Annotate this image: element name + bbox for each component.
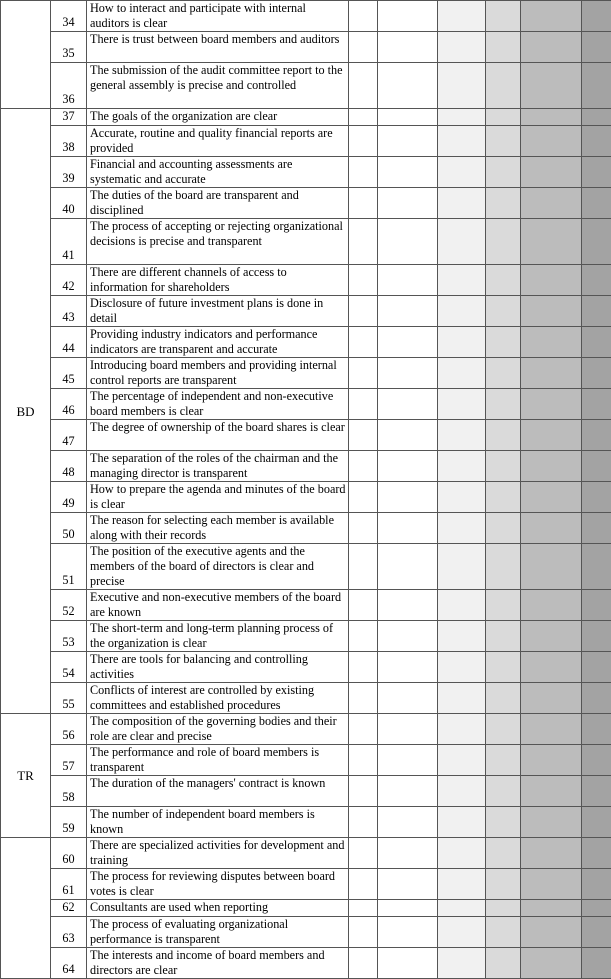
rating-cell-3[interactable] [438, 745, 486, 776]
rating-cell-5[interactable] [521, 358, 582, 389]
item-statement: The process for reviewing disputes between board votes is clear [87, 869, 349, 900]
rating-cell-3[interactable] [438, 917, 486, 948]
rating-cell-3[interactable] [438, 776, 486, 807]
rating-cell-2[interactable] [378, 621, 438, 652]
rating-cell-6[interactable] [582, 327, 611, 358]
table-row [1, 683, 611, 714]
rating-cell-2[interactable] [378, 869, 438, 900]
rating-cell-5[interactable] [521, 109, 582, 126]
rating-cell-5[interactable] [521, 188, 582, 219]
rating-cell-1[interactable] [349, 948, 378, 979]
rating-cell-6[interactable] [582, 544, 611, 590]
item-number: 39 [51, 157, 87, 188]
item-statement: There are different channels of access to information for shareholders [87, 265, 349, 296]
rating-cell-2[interactable] [378, 389, 438, 420]
rating-cell-1[interactable] [349, 807, 378, 838]
rating-cell-2[interactable] [378, 917, 438, 948]
item-number: 63 [51, 917, 87, 948]
rating-cell-4[interactable] [486, 157, 521, 188]
rating-cell-2[interactable] [378, 358, 438, 389]
table-row [1, 621, 611, 652]
rating-cell-3[interactable] [438, 63, 486, 109]
table-row [1, 544, 611, 590]
rating-cell-5[interactable] [521, 917, 582, 948]
rating-cell-5[interactable] [521, 621, 582, 652]
rating-cell-1[interactable] [349, 188, 378, 219]
rating-cell-2[interactable] [378, 109, 438, 126]
rating-cell-4[interactable] [486, 1, 521, 32]
rating-cell-2[interactable] [378, 683, 438, 714]
rating-cell-3[interactable] [438, 451, 486, 482]
rating-cell-2[interactable] [378, 745, 438, 776]
table-row [1, 126, 611, 157]
rating-cell-2[interactable] [378, 838, 438, 869]
rating-cell-5[interactable] [521, 482, 582, 513]
rating-cell-3[interactable] [438, 1, 486, 32]
rating-cell-1[interactable] [349, 420, 378, 451]
item-number: 42 [51, 265, 87, 296]
rating-cell-3[interactable] [438, 869, 486, 900]
group-label-empty [1, 1, 51, 109]
table-row [1, 32, 611, 63]
table-row [1, 807, 611, 838]
rating-cell-5[interactable] [521, 63, 582, 109]
item-number: 57 [51, 745, 87, 776]
rating-cell-5[interactable] [521, 948, 582, 979]
rating-cell-2[interactable] [378, 157, 438, 188]
rating-cell-2[interactable] [378, 1, 438, 32]
item-statement: The position of the executive agents and the members of the board of directors is clear and precise [87, 544, 349, 590]
item-statement: The process of accepting or rejecting organizational decisions is precise and transparent [87, 219, 349, 265]
rating-cell-2[interactable] [378, 776, 438, 807]
table-row [1, 1, 611, 32]
rating-cell-6[interactable] [582, 590, 611, 621]
item-number: 53 [51, 621, 87, 652]
rating-cell-4[interactable] [486, 265, 521, 296]
rating-cell-4[interactable] [486, 652, 521, 683]
item-statement: The number of independent board members is known [87, 807, 349, 838]
rating-cell-2[interactable] [378, 265, 438, 296]
rating-cell-5[interactable] [521, 683, 582, 714]
rating-cell-3[interactable] [438, 838, 486, 869]
rating-cell-1[interactable] [349, 219, 378, 265]
rating-cell-4[interactable] [486, 948, 521, 979]
rating-cell-4[interactable] [486, 776, 521, 807]
item-number: 52 [51, 590, 87, 621]
rating-cell-3[interactable] [438, 590, 486, 621]
rating-cell-6[interactable] [582, 714, 611, 745]
table-row [1, 714, 611, 745]
item-statement: Executive and non-executive members of the board are known [87, 590, 349, 621]
rating-cell-6[interactable] [582, 109, 611, 126]
table-row [1, 900, 611, 917]
rating-cell-4[interactable] [486, 917, 521, 948]
item-number: 44 [51, 327, 87, 358]
item-statement: There are specialized activities for development and training [87, 838, 349, 869]
item-statement: Providing industry indicators and performance indicators are transparent and accurate [87, 327, 349, 358]
rating-cell-3[interactable] [438, 126, 486, 157]
rating-cell-1[interactable] [349, 652, 378, 683]
rating-cell-6[interactable] [582, 126, 611, 157]
rating-cell-6[interactable] [582, 296, 611, 327]
rating-cell-3[interactable] [438, 157, 486, 188]
item-statement: Consultants are used when reporting [87, 900, 349, 917]
rating-cell-3[interactable] [438, 683, 486, 714]
item-statement: The reason for selecting each member is available along with their records [87, 513, 349, 544]
rating-cell-4[interactable] [486, 807, 521, 838]
item-statement: The short-term and long-term planning process of the organization is clear [87, 621, 349, 652]
rating-cell-3[interactable] [438, 327, 486, 358]
item-number: 61 [51, 869, 87, 900]
rating-cell-1[interactable] [349, 544, 378, 590]
rating-cell-5[interactable] [521, 513, 582, 544]
rating-cell-3[interactable] [438, 109, 486, 126]
rating-cell-6[interactable] [582, 157, 611, 188]
rating-cell-2[interactable] [378, 451, 438, 482]
rating-cell-3[interactable] [438, 219, 486, 265]
rating-cell-5[interactable] [521, 32, 582, 63]
rating-cell-4[interactable] [486, 683, 521, 714]
item-number: 55 [51, 683, 87, 714]
item-number: 51 [51, 544, 87, 590]
rating-cell-5[interactable] [521, 900, 582, 917]
rating-cell-1[interactable] [349, 590, 378, 621]
rating-cell-1[interactable] [349, 451, 378, 482]
group-label-bd: BD [1, 109, 51, 714]
rating-cell-6[interactable] [582, 652, 611, 683]
rating-cell-6[interactable] [582, 776, 611, 807]
item-statement: The duties of the board are transparent and disciplined [87, 188, 349, 219]
rating-cell-2[interactable] [378, 420, 438, 451]
rating-cell-5[interactable] [521, 745, 582, 776]
rating-cell-1[interactable] [349, 745, 378, 776]
table-row [1, 63, 611, 109]
item-statement: The composition of the governing bodies and their role are clear and precise [87, 714, 349, 745]
rating-cell-2[interactable] [378, 482, 438, 513]
item-number: 48 [51, 451, 87, 482]
item-statement: The degree of ownership of the board shares is clear [87, 420, 349, 451]
rating-cell-4[interactable] [486, 358, 521, 389]
rating-cell-4[interactable] [486, 590, 521, 621]
rating-cell-3[interactable] [438, 32, 486, 63]
item-number: 40 [51, 188, 87, 219]
rating-cell-2[interactable] [378, 900, 438, 917]
rating-cell-6[interactable] [582, 683, 611, 714]
rating-cell-4[interactable] [486, 109, 521, 126]
rating-cell-4[interactable] [486, 219, 521, 265]
item-number: 54 [51, 652, 87, 683]
item-statement: The performance and role of board members is transparent [87, 745, 349, 776]
item-number: 49 [51, 482, 87, 513]
rating-cell-4[interactable] [486, 126, 521, 157]
rating-cell-6[interactable] [582, 219, 611, 265]
table-row [1, 652, 611, 683]
table-row [1, 188, 611, 219]
item-statement: Conflicts of interest are controlled by existing committees and established procedures [87, 683, 349, 714]
rating-cell-1[interactable] [349, 482, 378, 513]
item-statement: The goals of the organization are clear [87, 109, 349, 126]
item-number: 45 [51, 358, 87, 389]
rating-cell-6[interactable] [582, 188, 611, 219]
rating-cell-1[interactable] [349, 358, 378, 389]
rating-cell-5[interactable] [521, 838, 582, 869]
rating-cell-5[interactable] [521, 265, 582, 296]
rating-cell-6[interactable] [582, 807, 611, 838]
rating-cell-3[interactable] [438, 714, 486, 745]
item-statement: The duration of the managers' contract is known [87, 776, 349, 807]
table-row [1, 420, 611, 451]
rating-cell-2[interactable] [378, 32, 438, 63]
rating-cell-2[interactable] [378, 513, 438, 544]
rating-cell-1[interactable] [349, 513, 378, 544]
rating-cell-5[interactable] [521, 327, 582, 358]
rating-cell-6[interactable] [582, 32, 611, 63]
rating-cell-1[interactable] [349, 776, 378, 807]
rating-cell-5[interactable] [521, 126, 582, 157]
rating-cell-5[interactable] [521, 296, 582, 327]
item-statement: There is trust between board members and auditors [87, 32, 349, 63]
group-label-empty [1, 838, 51, 979]
rating-cell-1[interactable] [349, 157, 378, 188]
rating-cell-4[interactable] [486, 188, 521, 219]
item-statement: Accurate, routine and quality financial reports are provided [87, 126, 349, 157]
rating-cell-2[interactable] [378, 544, 438, 590]
rating-cell-5[interactable] [521, 219, 582, 265]
rating-cell-5[interactable] [521, 389, 582, 420]
rating-cell-4[interactable] [486, 621, 521, 652]
rating-cell-4[interactable] [486, 714, 521, 745]
rating-cell-5[interactable] [521, 420, 582, 451]
rating-cell-4[interactable] [486, 420, 521, 451]
rating-cell-3[interactable] [438, 948, 486, 979]
rating-cell-5[interactable] [521, 451, 582, 482]
rating-cell-6[interactable] [582, 389, 611, 420]
rating-cell-5[interactable] [521, 652, 582, 683]
item-number: 60 [51, 838, 87, 869]
rating-cell-3[interactable] [438, 807, 486, 838]
item-number: 56 [51, 714, 87, 745]
rating-cell-6[interactable] [582, 358, 611, 389]
table-row [1, 327, 611, 358]
table-row [1, 513, 611, 544]
rating-cell-6[interactable] [582, 745, 611, 776]
item-number: 64 [51, 948, 87, 979]
rating-cell-4[interactable] [486, 32, 521, 63]
rating-cell-1[interactable] [349, 683, 378, 714]
rating-cell-6[interactable] [582, 63, 611, 109]
rating-cell-6[interactable] [582, 1, 611, 32]
rating-cell-6[interactable] [582, 420, 611, 451]
rating-cell-4[interactable] [486, 900, 521, 917]
rating-cell-2[interactable] [378, 296, 438, 327]
rating-cell-1[interactable] [349, 63, 378, 109]
item-statement: The interests and income of board members and directors are clear [87, 948, 349, 979]
table-row [1, 358, 611, 389]
rating-cell-4[interactable] [486, 745, 521, 776]
rating-cell-5[interactable] [521, 776, 582, 807]
item-number: 50 [51, 513, 87, 544]
rating-cell-1[interactable] [349, 838, 378, 869]
rating-cell-3[interactable] [438, 358, 486, 389]
table-row [1, 948, 611, 979]
rating-cell-1[interactable] [349, 389, 378, 420]
group-label-tr: TR [1, 714, 51, 838]
rating-cell-2[interactable] [378, 652, 438, 683]
item-number: 62 [51, 900, 87, 917]
item-statement: The submission of the audit committee report to the general assembly is precise and controlled [87, 63, 349, 109]
item-number: 37 [51, 109, 87, 126]
item-number: 43 [51, 296, 87, 327]
item-statement: How to prepare the agenda and minutes of the board is clear [87, 482, 349, 513]
rating-cell-4[interactable] [486, 482, 521, 513]
rating-cell-2[interactable] [378, 63, 438, 109]
rating-cell-3[interactable] [438, 621, 486, 652]
table-row [1, 296, 611, 327]
item-statement: Financial and accounting assessments are systematic and accurate [87, 157, 349, 188]
rating-cell-6[interactable] [582, 513, 611, 544]
rating-cell-6[interactable] [582, 482, 611, 513]
rating-cell-3[interactable] [438, 296, 486, 327]
item-number: 46 [51, 389, 87, 420]
table-row [1, 590, 611, 621]
rating-cell-6[interactable] [582, 917, 611, 948]
rating-cell-5[interactable] [521, 807, 582, 838]
item-statement: The separation of the roles of the chairman and the managing director is transparent [87, 451, 349, 482]
item-number: 34 [51, 1, 87, 32]
item-statement: The percentage of independent and non-executive board members is clear [87, 389, 349, 420]
rating-cell-1[interactable] [349, 900, 378, 917]
rating-cell-6[interactable] [582, 948, 611, 979]
rating-cell-2[interactable] [378, 948, 438, 979]
item-statement: Disclosure of future investment plans is done in detail [87, 296, 349, 327]
item-number: 35 [51, 32, 87, 63]
rating-cell-6[interactable] [582, 451, 611, 482]
item-statement: How to interact and participate with internal auditors is clear [87, 1, 349, 32]
table-row [1, 869, 611, 900]
rating-cell-1[interactable] [349, 869, 378, 900]
table-row [1, 265, 611, 296]
rating-cell-6[interactable] [582, 621, 611, 652]
rating-cell-4[interactable] [486, 869, 521, 900]
table-row [1, 917, 611, 948]
rating-cell-3[interactable] [438, 482, 486, 513]
rating-cell-6[interactable] [582, 869, 611, 900]
table-row [1, 157, 611, 188]
rating-cell-1[interactable] [349, 109, 378, 126]
item-statement: Introducing board members and providing internal control reports are transparent [87, 358, 349, 389]
rating-cell-3[interactable] [438, 900, 486, 917]
rating-cell-2[interactable] [378, 126, 438, 157]
rating-cell-4[interactable] [486, 327, 521, 358]
rating-cell-1[interactable] [349, 32, 378, 63]
rating-cell-4[interactable] [486, 63, 521, 109]
rating-cell-6[interactable] [582, 900, 611, 917]
rating-cell-2[interactable] [378, 807, 438, 838]
item-number: 47 [51, 420, 87, 451]
rating-cell-1[interactable] [349, 327, 378, 358]
item-statement: There are tools for balancing and controlling activities [87, 652, 349, 683]
rating-cell-6[interactable] [582, 265, 611, 296]
rating-cell-1[interactable] [349, 1, 378, 32]
rating-cell-5[interactable] [521, 869, 582, 900]
rating-cell-4[interactable] [486, 513, 521, 544]
rating-cell-3[interactable] [438, 265, 486, 296]
rating-cell-5[interactable] [521, 1, 582, 32]
item-number: 59 [51, 807, 87, 838]
item-number: 38 [51, 126, 87, 157]
rating-cell-1[interactable] [349, 917, 378, 948]
rating-cell-3[interactable] [438, 188, 486, 219]
rating-cell-3[interactable] [438, 420, 486, 451]
rating-cell-6[interactable] [582, 838, 611, 869]
rating-cell-5[interactable] [521, 714, 582, 745]
rating-cell-5[interactable] [521, 590, 582, 621]
table-row [1, 389, 611, 420]
rating-cell-1[interactable] [349, 714, 378, 745]
item-statement: The process of evaluating organizational performance is transparent [87, 917, 349, 948]
rating-cell-5[interactable] [521, 544, 582, 590]
table-row [1, 109, 611, 126]
table-row [1, 838, 611, 869]
item-number: 41 [51, 219, 87, 265]
item-number: 58 [51, 776, 87, 807]
rating-cell-4[interactable] [486, 544, 521, 590]
table-row [1, 482, 611, 513]
rating-cell-3[interactable] [438, 652, 486, 683]
rating-cell-5[interactable] [521, 157, 582, 188]
rating-cell-4[interactable] [486, 838, 521, 869]
rating-cell-1[interactable] [349, 265, 378, 296]
rating-cell-3[interactable] [438, 544, 486, 590]
rating-cell-3[interactable] [438, 389, 486, 420]
rating-cell-4[interactable] [486, 451, 521, 482]
table-row [1, 219, 611, 265]
rating-cell-2[interactable] [378, 714, 438, 745]
table-row [1, 776, 611, 807]
table-row [1, 745, 611, 776]
rating-cell-1[interactable] [349, 296, 378, 327]
rating-cell-2[interactable] [378, 219, 438, 265]
table-row [1, 451, 611, 482]
rating-cell-3[interactable] [438, 513, 486, 544]
rating-cell-2[interactable] [378, 327, 438, 358]
item-number: 36 [51, 63, 87, 109]
rating-cell-4[interactable] [486, 389, 521, 420]
rating-cell-1[interactable] [349, 621, 378, 652]
rating-cell-2[interactable] [378, 188, 438, 219]
rating-cell-2[interactable] [378, 590, 438, 621]
rating-cell-4[interactable] [486, 296, 521, 327]
rating-cell-1[interactable] [349, 126, 378, 157]
